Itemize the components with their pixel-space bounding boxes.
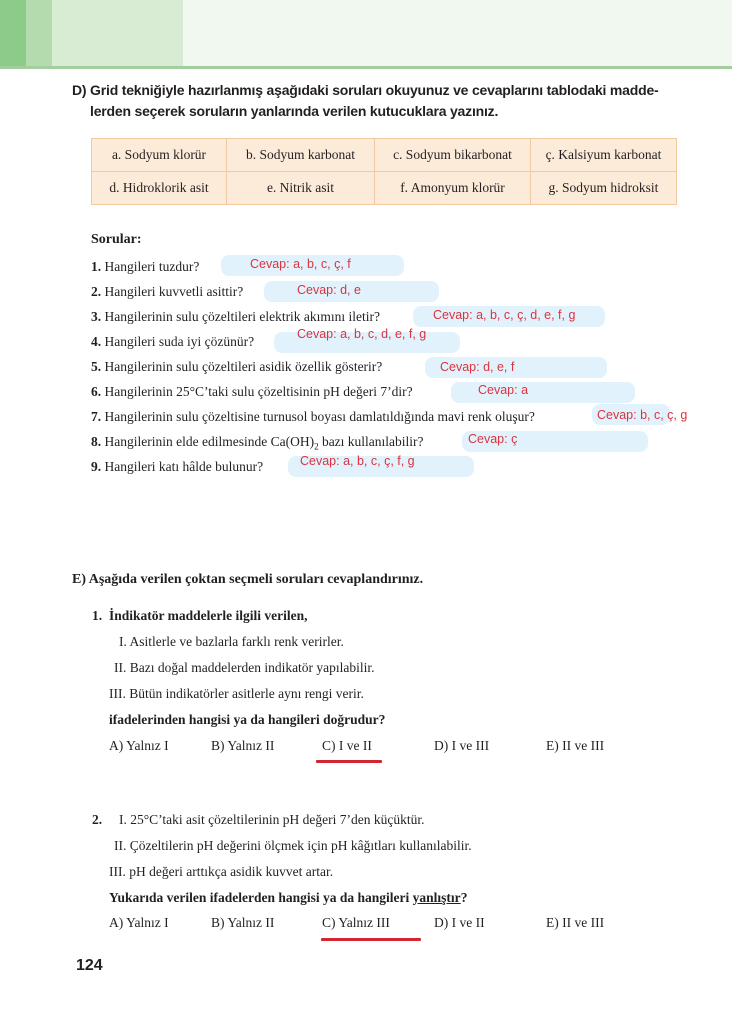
mc-q1-question: ifadelerinden hangisi ya da hangileri doğrudur?	[109, 712, 386, 727]
mc-q1-statement-3: III. Bütün indikatörler asitlerle aynı rengi verir.	[109, 686, 364, 701]
answer-underline-mark	[316, 760, 382, 763]
question-6	[91, 382, 413, 402]
table-cell: g. Sodyum hidroksit	[531, 172, 677, 205]
question-text: Hangilerinin sulu çözeltileri elektrik akımını iletir?	[104, 309, 381, 324]
header-divider	[0, 66, 732, 69]
answer-text: Cevap: d, e	[297, 283, 361, 297]
answer-text: Cevap: a, b, c, ç, d, e, f, g	[433, 308, 576, 322]
question-text: Hangilerinin sulu çözeltileri asidik özellik gösterir?	[104, 359, 383, 374]
table-cell: e. Nitrik asit	[227, 172, 375, 205]
mc-q1-option-c[interactable]: C) I ve II	[322, 738, 372, 753]
question-number: 2.	[91, 284, 102, 299]
question-4	[91, 332, 254, 352]
mc-q1-stem: İndikatör maddelerle ilgili verilen,	[109, 608, 308, 623]
answer-text: Cevap: d, e, f	[440, 360, 515, 374]
mc-q2-option-e[interactable]: E) II ve III	[546, 915, 605, 930]
section-d-title-line2: lerden seçerek soruların yanlarında verilen kutucuklara yazınız.	[90, 103, 499, 119]
table-row	[92, 139, 677, 172]
header-color-band-1	[0, 0, 26, 66]
questions-label: Sorular:	[91, 232, 142, 247]
header-color-band-2	[26, 0, 52, 66]
question-text-pre: Hangilerinin elde edilmesinde Ca(OH)	[104, 434, 315, 449]
question-2	[91, 282, 243, 302]
table-cell: d. Hidroklorik asit	[92, 172, 227, 205]
question-9	[91, 457, 263, 477]
answer-text: Cevap: a, b, c, d, e, f, g	[297, 327, 427, 341]
question-number: 6.	[91, 384, 102, 399]
question-text: Hangileri kuvvetli asittir?	[104, 284, 244, 299]
mc-q2-question-pre: Yukarıda verilen ifadelerden hangisi ya da hangileri	[109, 890, 413, 905]
question-text: Hangilerinin sulu çözeltisine turnusol boyası damlatıldığında mavi renk oluşur?	[104, 409, 535, 424]
table-cell: b. Sodyum karbonat	[227, 139, 375, 172]
mc-q2-option-c[interactable]: C) Yalnız III	[322, 915, 390, 930]
answer-underline-mark	[321, 938, 421, 941]
question-number: 9.	[91, 459, 102, 474]
question-number: 7.	[91, 409, 102, 424]
question-3	[91, 307, 380, 327]
mc-q2-statement-3: III. pH değeri arttıkça asidik kuvvet artar.	[109, 864, 334, 879]
section-e-title: E) Aşağıda verilen çoktan seçmeli soruları cevaplandırınız.	[72, 572, 424, 587]
mc-q2-statement-2: II. Çözeltilerin pH değerini ölçmek için pH kâğıtları kullanılabilir.	[114, 838, 472, 853]
question-text: Hangileri tuzdur?	[104, 259, 200, 274]
table-cell: c. Sodyum bikarbonat	[375, 139, 531, 172]
mc-q2-option-d[interactable]: D) I ve II	[434, 915, 485, 930]
mc-q1-option-e[interactable]: E) II ve III	[546, 738, 605, 753]
question-text: Hangileri katı hâlde bulunur?	[104, 459, 264, 474]
mc-q2-statement-1: I. 25°C’taki asit çözeltilerinin pH değeri 7’den küçüktür.	[119, 812, 425, 827]
question-number: 5.	[91, 359, 102, 374]
page-number: 124	[76, 957, 103, 974]
mc-q2-number: 2.	[92, 812, 103, 827]
table-cell: ç. Kalsiyum karbonat	[531, 139, 677, 172]
question-number: 8.	[91, 434, 102, 449]
question-1	[91, 257, 199, 277]
mc-q1-option-d[interactable]: D) I ve III	[434, 738, 490, 753]
mc-q2-question-post: ?	[460, 890, 468, 905]
question-7	[91, 407, 535, 427]
question-text: Hangileri suda iyi çözünür?	[104, 334, 255, 349]
table-cell: f. Amonyum klorür	[375, 172, 531, 205]
mc-q2-question-underlined: yanlıştır	[412, 890, 461, 905]
subscript: 2	[314, 441, 319, 452]
question-number: 1.	[91, 259, 102, 274]
grid-substances-table	[91, 138, 677, 205]
answer-text: Cevap: a, b, c, ç, f	[250, 257, 351, 271]
mc-q2-option-b[interactable]: B) Yalnız II	[211, 915, 275, 930]
question-number: 4.	[91, 334, 102, 349]
question-text-post: bazı kullanılabilir?	[318, 434, 424, 449]
answer-text: Cevap: a, b, c, ç, f, g	[300, 454, 415, 468]
mc-q1-option-b[interactable]: B) Yalnız II	[211, 738, 275, 753]
answer-text: Cevap: a	[478, 383, 529, 397]
section-d-title-line1: D) Grid tekniğiyle hazırlanmış aşağıdaki soruları okuyunuz ve cevaplarını tablodaki madde-	[72, 82, 659, 98]
mc-q1-option-a[interactable]: A) Yalnız I	[109, 738, 169, 753]
question-text: Hangilerinin 25°C’taki sulu çözeltisinin pH değeri 7’dir?	[104, 384, 413, 399]
mc-q1-statement-1: I. Asitlerle ve bazlarla farklı renk verirler.	[119, 634, 344, 649]
table-cell: a. Sodyum klorür	[92, 139, 227, 172]
mc-q1-statement-2: II. Bazı doğal maddelerden indikatör yapılabilir.	[114, 660, 375, 675]
section-d-instructions	[72, 80, 687, 122]
mc-q2-option-a[interactable]: A) Yalnız I	[109, 915, 169, 930]
table-row	[92, 172, 677, 205]
question-number: 3.	[91, 309, 102, 324]
mc-q2-question	[109, 889, 467, 907]
header-color-band-3	[52, 0, 183, 66]
answer-text: Cevap: b, c, ç, g	[597, 408, 688, 422]
answer-text: Cevap: ç	[468, 432, 518, 446]
question-5	[91, 357, 382, 377]
mc-q1-number: 1.	[92, 608, 103, 623]
page-header-band	[0, 0, 732, 68]
